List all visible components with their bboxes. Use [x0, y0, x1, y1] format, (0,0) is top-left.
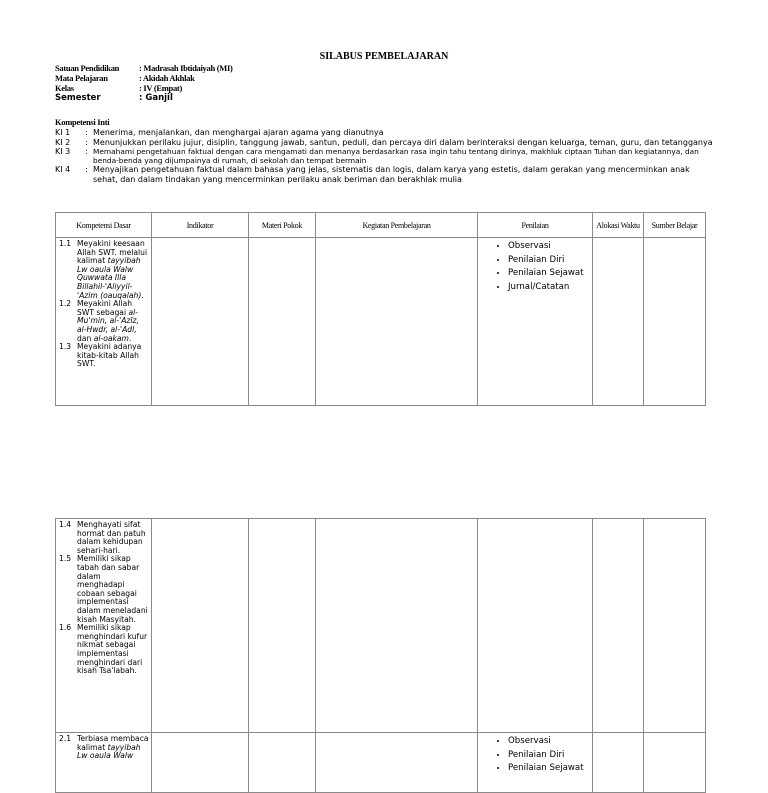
meta-row-satuan: Satuan Pendidikan : Madrasah Ibtidaiyah (MI): [55, 63, 233, 73]
header-kompetensi-dasar: Kompetensi Dasar: [56, 213, 152, 238]
ki-item-3: KI 3 : Memahami pengetahuan faktual dengan cara mengamati dan menanya berdasarkan rasa ingin tahu tentang dirinya, makhluk ciptaan Tuhan dan kegiatannya, dan benda-benda yang dijumpainya di rumah, di sekolah dan tempat bermain: [55, 147, 699, 166]
kd-item-1-1: 1.1 Meyakini keesaan Allah SWT. melalui kalimat tayyibah Lw oaula Walw Quwwata Illa Billahil-'Aliyyil-'Azim (oauqalah).: [59, 239, 148, 300]
header-alokasi-waktu: Alokasi Waktu: [593, 213, 644, 238]
header-materi-pokok: Materi Pokok: [249, 213, 316, 238]
header-indikator: Indikator: [152, 213, 249, 238]
kd-item-1-6: 1.6 Memiliki sikap menghindari kufur nikmat sebagai implementasi menghindari dari kisah Tsa'labah.: [59, 623, 148, 676]
alokasi-cell: [593, 733, 644, 793]
kd-item-1-2: 1.2 Meyakini Allah SWT sebagai al-Mu'min, al-'Azīz, al-Hwdr, al-'Adl, dan al-oakam.: [59, 299, 139, 343]
kd-item-1-3: 1.3 Meyakini adanya kitab-kitab Allah SWT.: [59, 342, 142, 369]
kd-cell: [56, 238, 152, 406]
sumber-cell: [644, 238, 706, 406]
penilaian-cell: [478, 519, 593, 733]
list-item: • Penilaian Sejawat: [508, 762, 592, 776]
list-item: • Jurnal/Catatan: [508, 281, 592, 295]
identity-block: [55, 63, 233, 103]
list-item: • Penilaian Diri: [508, 254, 592, 268]
list-item: • Observasi: [508, 735, 592, 749]
alokasi-cell: [593, 238, 644, 406]
list-item: • Penilaian Diri: [508, 749, 592, 763]
materi-cell: [249, 238, 316, 406]
ki-list: [55, 128, 715, 184]
list-item: • Observasi: [508, 240, 592, 254]
table-row: [56, 733, 706, 793]
header-kegiatan: Kegiatan Pembelajaran: [316, 213, 478, 238]
alokasi-cell: [593, 519, 644, 733]
penilaian-cell: [478, 238, 593, 406]
table-row: [56, 238, 706, 406]
header-penilaian: Penilaian: [478, 213, 593, 238]
ki-item-2: KI 2 : Menunjukkan perilaku jujur, disiplin, tanggung jawab, santun, peduli, dan percaya diri dalam berinteraksi dengan keluarga, teman, guru, dan tetangganya: [55, 137, 713, 147]
indikator-cell: [152, 238, 249, 406]
header-sumber-belajar: Sumber Belajar: [644, 213, 706, 238]
kd-item-1-5: 1.5 Memiliki sikap tabah dan sabar dalam menghadapi cobaan sebagai implementasi dalam meneladani kisah Masyitah.: [59, 554, 148, 624]
ki-item-1: KI 1 : Menerima, menjalankan, dan menghargai ajaran agama yang dianutnya: [55, 128, 384, 137]
sumber-cell: [644, 519, 706, 733]
materi-cell: [249, 519, 316, 733]
kd-cell: [56, 519, 152, 733]
indikator-cell: [152, 519, 249, 733]
list-item: • Penilaian Sejawat: [508, 267, 592, 281]
ki-item-4: KI 4 : Menyajikan pengetahuan faktual dalam bahasa yang jelas, sistematis dan logis, dalam karya yang estetis, dalam gerakan yang mencerminkan anak sehat, dan dalam tindakan yang mencerminkan perilaku anak beriman dan berakhlak mulia: [55, 165, 690, 184]
kd-item-1-4: 1.4 Menghayati sifat hormat dan patuh dalam kehidupan sehari-hari.: [59, 520, 146, 555]
kegiatan-cell: [316, 238, 478, 406]
kegiatan-cell: [316, 519, 478, 733]
syllabus-table-page1: [55, 212, 706, 406]
table-row: [56, 519, 706, 733]
page-title: SILABUS PEMBELAJARAN: [319, 51, 449, 62]
kd-cell: [56, 733, 152, 793]
penilaian-cell: [478, 733, 593, 793]
sumber-cell: [644, 733, 706, 793]
indikator-cell: [152, 733, 249, 793]
syllabus-table-page2: [55, 518, 706, 793]
penilaian-list: [478, 238, 592, 294]
ki-heading: Kompetensi Inti: [55, 117, 110, 127]
meta-row-mapel: Mata Pelajaran : Akidah Akhlak: [55, 73, 195, 83]
penilaian-list: [478, 733, 592, 776]
kd-item-2-1: 2.1 Terbiasa membaca kalimat tayyibah Lw oaula Walw: [59, 734, 149, 761]
meta-row-kelas: Kelas : IV (Empat): [55, 83, 182, 93]
meta-row-semester: Semester : Ganjil: [55, 93, 173, 103]
kegiatan-cell: [316, 733, 478, 793]
materi-cell: [249, 733, 316, 793]
